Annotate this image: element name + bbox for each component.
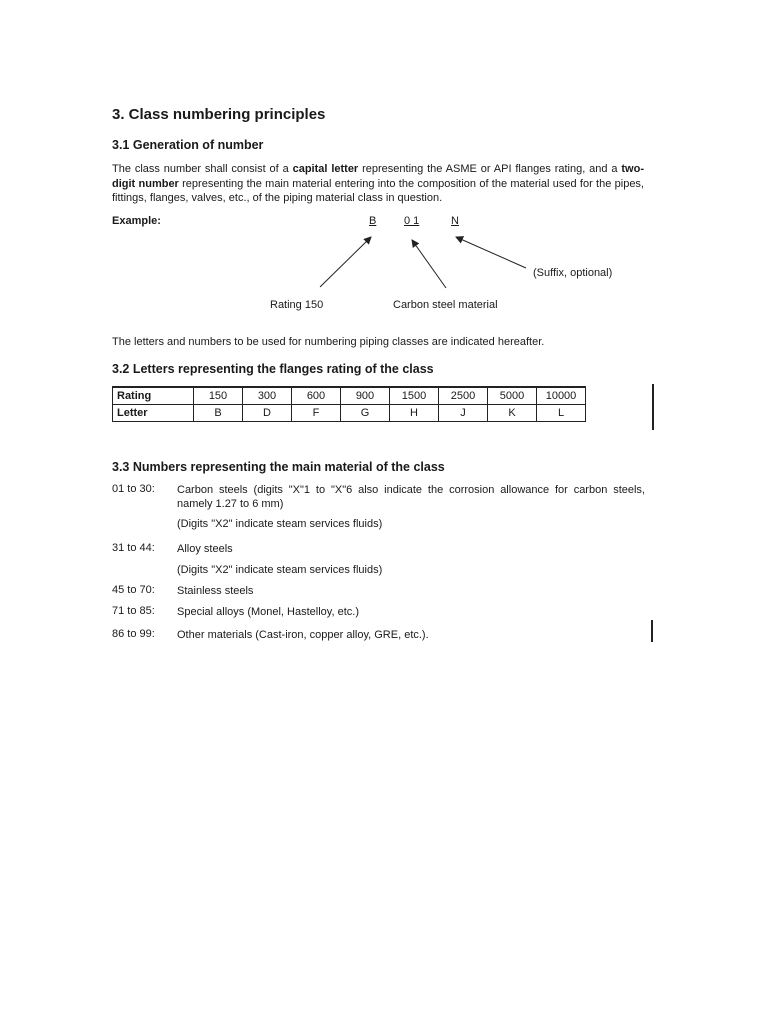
rating-cell: 900 <box>341 387 390 405</box>
example-number: 0 1 <box>404 215 420 227</box>
material-code: 01 to 30: <box>112 483 155 495</box>
rating-cell: 300 <box>243 387 292 405</box>
rating-cell: 10000 <box>537 387 586 405</box>
material-code: 86 to 99: <box>112 628 155 640</box>
suffix-label: (Suffix, optional) <box>533 267 613 279</box>
material-note: (Digits "X2" indicate steam services fluids) <box>177 564 383 576</box>
subsection-3-2-title: 3.2 Letters representing the flanges rating of the class <box>112 362 434 376</box>
letter-cell: H <box>390 405 439 422</box>
rating-letter-table <box>112 386 586 422</box>
letter-cell: K <box>488 405 537 422</box>
rating-row <box>113 387 586 405</box>
arrow-rating <box>320 237 371 287</box>
example-label: Example: <box>112 215 161 227</box>
para-text: The class number shall consist of a <box>112 163 293 175</box>
letter-cell: G <box>341 405 390 422</box>
arrow-material <box>412 240 446 288</box>
letter-cell: F <box>292 405 341 422</box>
letter-cell: B <box>194 405 243 422</box>
material-code: 45 to 70: <box>112 584 155 596</box>
letter-header: Letter <box>113 405 194 422</box>
material-label: Carbon steel material <box>393 299 498 311</box>
para-bold-capital-letter: capital letter <box>292 163 359 175</box>
rating-cell: 2500 <box>439 387 488 405</box>
example-suffix: N <box>451 215 459 227</box>
material-desc: Stainless steels <box>177 585 254 597</box>
revision-bar <box>652 384 654 430</box>
section-title: 3. Class numbering principles <box>112 106 326 123</box>
material-note: (Digits "X2" indicate steam services fluids) <box>177 518 383 530</box>
letter-row <box>113 405 586 422</box>
para-bold-two-digit-number: two-digit number <box>112 163 644 190</box>
material-desc: Special alloys (Monel, Hastelloy, etc.) <box>177 606 359 618</box>
para-text: representing the ASME or API flanges rating, and a <box>358 163 622 175</box>
material-desc: Carbon steels (digits "X"1 to "X"6 also indicate the corrosion allowance for carbon steels, namely 1.27 to 6 mm) <box>177 484 645 510</box>
material-code: 31 to 44: <box>112 542 155 554</box>
subsection-3-1-title: 3.1 Generation of number <box>112 138 264 152</box>
rating-label: Rating 150 <box>270 299 324 311</box>
para-text: representing the main material entering into the composition of the material used for the pipes, fittings, flanges, valves, etc., of the piping material class in question. <box>112 177 644 204</box>
numbering-note: The letters and numbers to be used for numbering piping classes are indicated hereafter. <box>112 336 545 348</box>
rating-cell: 5000 <box>488 387 537 405</box>
letter-cell: D <box>243 405 292 422</box>
arrow-suffix <box>456 237 526 268</box>
material-desc: Alloy steels <box>177 543 233 555</box>
rating-header: Rating <box>113 387 194 405</box>
letter-cell: J <box>439 405 488 422</box>
example-letter: B <box>369 215 377 227</box>
rating-cell: 150 <box>194 387 243 405</box>
rating-cell: 1500 <box>390 387 439 405</box>
subsection-3-3-title: 3.3 Numbers representing the main material of the class <box>112 460 445 474</box>
revision-bar <box>651 620 653 642</box>
rating-cell: 600 <box>292 387 341 405</box>
letter-cell: L <box>537 405 586 422</box>
material-code: 71 to 85: <box>112 605 155 617</box>
material-desc: Other materials (Cast-iron, copper alloy, GRE, etc.). <box>177 629 429 641</box>
